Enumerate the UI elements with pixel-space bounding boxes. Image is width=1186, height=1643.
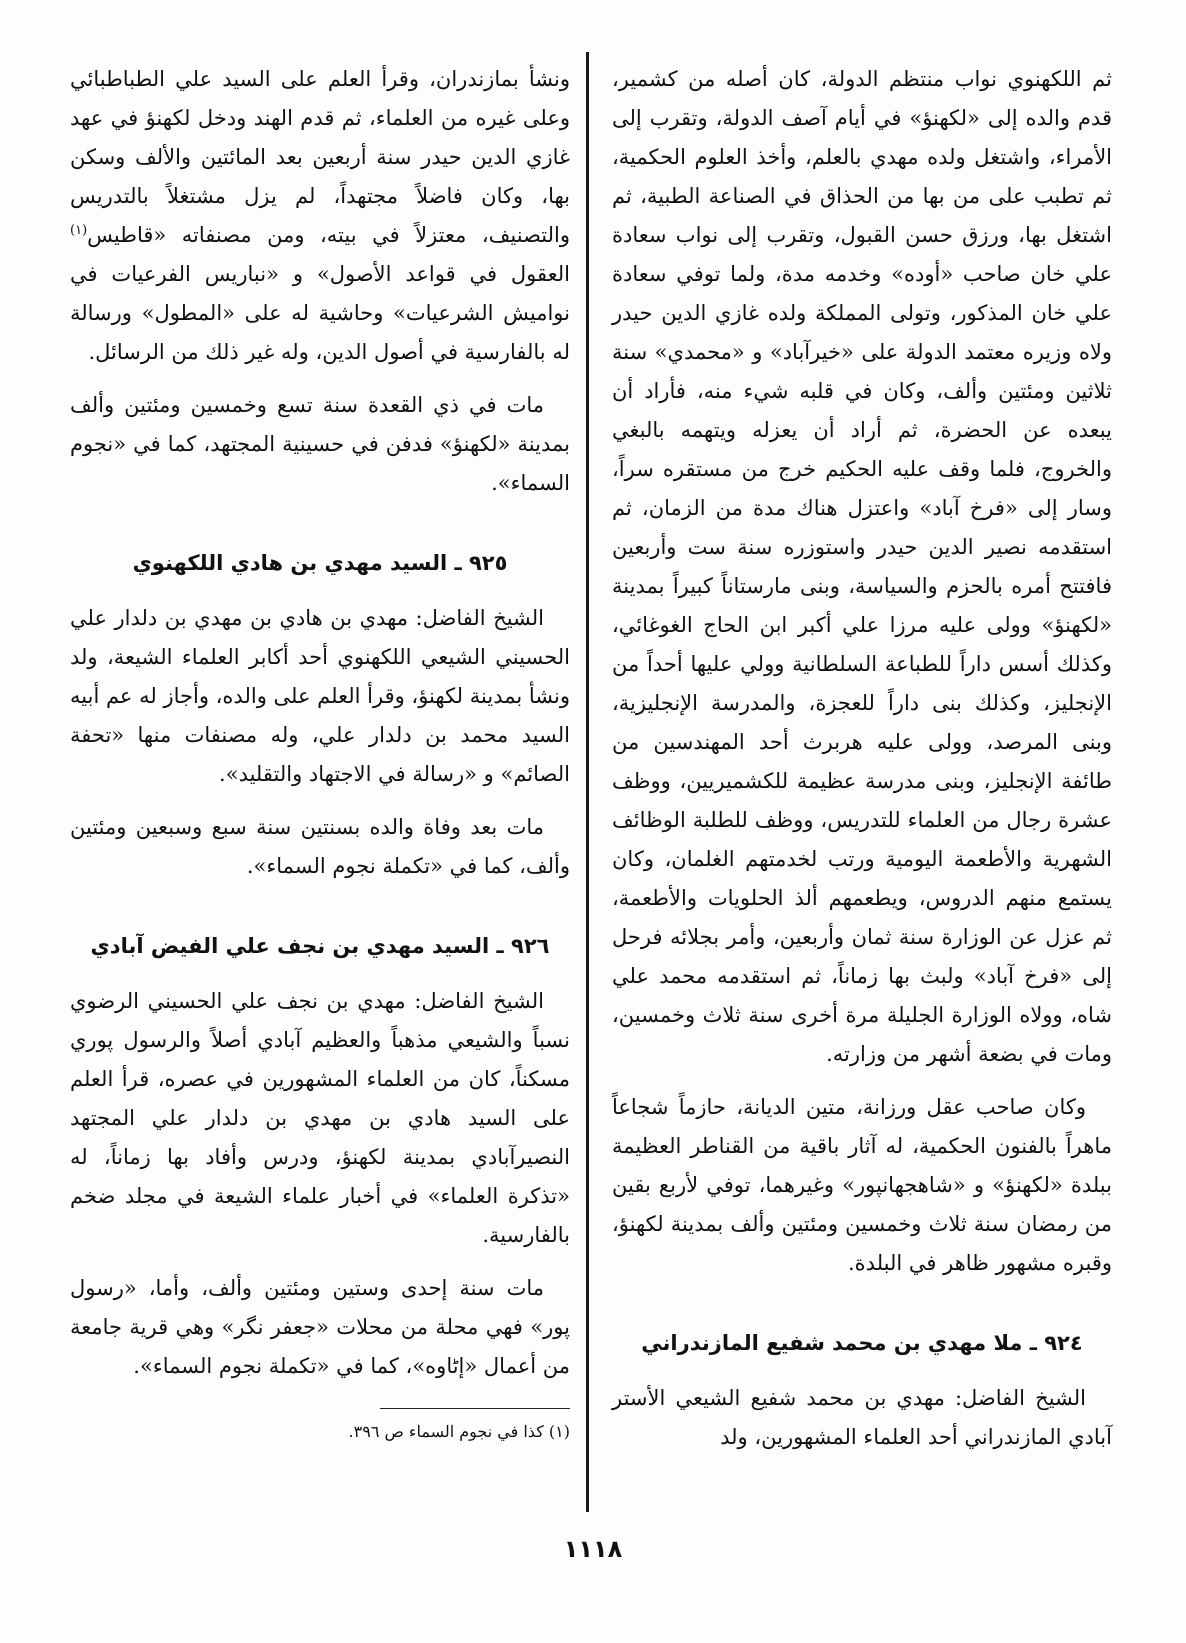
paragraph: الشيخ الفاضل: مهدي بن نجف علي الحسيني الرضوي نسباً والشيعي مذهباً والعظيم آبادي أصلاً والرسول پوري مسكناً، كان من العلماء المشهورين في عصره، قرأ العلم على السيد هادي بن مهدي بن دلدار علي المجتهد النصيرآبادي بمدينة لكهنؤ، ودرس وأفاد بها زماناً، له «تذكرة العلماء» في أخبار علماء الشيعة في مجلد ضخم بالفارسية. bbox=[70, 989, 570, 1247]
footnote-ref: (١) bbox=[70, 223, 88, 238]
entry-heading-926: ٩٢٦ ـ السيد مهدي بن نجف علي الفيض آبادي bbox=[90, 934, 550, 958]
left-column bbox=[70, 60, 570, 1445]
paragraph bbox=[70, 60, 570, 372]
footnote: (١) كذا في نجوم السماء ص ٣٩٦. bbox=[348, 1422, 570, 1441]
entry-heading-924: ٩٢٤ ـ ملا مهدي بن محمد شفيع المازندراني bbox=[641, 1331, 1083, 1355]
page-number: ١١١٨ bbox=[563, 1535, 623, 1563]
footnote-divider bbox=[380, 1408, 570, 1409]
paragraph: الشيخ الفاضل: مهدي بن هادي بن مهدي بن دلدار علي الحسيني الشيعي اللكهنوي أحد أكابر العلماء الشيعة، ولد ونشأ بمدينة لكهنؤ، وقرأ العلم على والده، وأجاز له عم أبيه السيد محمد بن دلدار علي، وله مصنفات منها «تحفة الصائم» و «رسالة في الاجتهاد والتقليد». bbox=[70, 606, 570, 786]
paragraph: الشيخ الفاضل: مهدي بن محمد شفيع الشيعي الأستر آبادي المازندراني أحد العلماء المشهورين، ولد bbox=[612, 1386, 1112, 1449]
column-divider bbox=[586, 52, 589, 1512]
paragraph: مات بعد وفاة والده بسنتين سنة سبع وسبعين ومئتين وألف، كما في «تكملة نجوم السماء». bbox=[70, 815, 570, 878]
right-column bbox=[612, 60, 1112, 1457]
paragraph: مات في ذي القعدة سنة تسع وخمسين ومئتين وألف بمدينة «لكهنؤ» فدفن في حسينية المجتهد، كما في «نجوم السماء». bbox=[70, 393, 570, 495]
paragraph-text: العقول في قواعد الأصول» و «نباريس الفرعيات في نواميش الشرعيات» وحاشية له على «المطول» ورسالة له بالفارسية في أصول الدين، وله غير ذلك من الرسائل. bbox=[70, 262, 570, 364]
paragraph: وكان صاحب عقل ورزانة، متين الديانة، حازماً شجاعاً ماهراً بالفنون الحكمية، له آثار باقية من القناطر العظيمة ببلدة «لكهنؤ» و «شاهجهانپور» وغيرهما، توفي لأربع بقين من رمضان سنة ثلاث وخمسين ومئتين وألف بمدينة لكهنؤ، وقبره مشهور ظاهر في البلدة. bbox=[612, 1095, 1112, 1275]
entry-heading-925: ٩٢٥ ـ السيد مهدي بن هادي اللكهنوي bbox=[132, 551, 508, 575]
paragraph-text: ونشأ بمازندران، وقرأ العلم على السيد علي الطباطبائي وعلى غيره من العلماء، ثم قدم الهند ودخل لكهنؤ في عهد غازي الدين حيدر سنة أربعين بعد المائتين والألف وسكن بها، وكان فاضلاً مجتهداً، لم يزل مشتغلاً بالتدريس والتصنيف، معتزلاً في بيته، ومن مصنفاته «قاطيس bbox=[70, 67, 570, 247]
paragraph: ثم اللكهنوي نواب منتظم الدولة، كان أصله من كشمير، قدم والده إلى «لكهنؤ» في أيام آصف الدولة، وتقرب إلى الأمراء، واشتغل ولده مهدي بالعلم، وأخذ العلوم الحكمية، ثم تطبب على من بها من الحذاق في الصناعة الطبية، ثم اشتغل بها، ورزق حسن القبول، وتقرب إلى نواب سعادة علي خان صاحب «أوده» وخدمه مدة، ولما توفي سعادة علي خان المذكور، وتولى المملكة ولده غازي الدين حيدر ولاه وزيره معتمد الدولة على «خيرآباد» و «محمدي» سنة ثلاثين ومئتين وألف، وكان في قلبه شيء منه، فأراد أن يبعده عن الحضرة، ثم أراد أن يعزله ويتهمه بالبغي والخروج، فلما وقف عليه الحكيم خرج من مستقره سراً، وسار إلى «فرخ آباد» واعتزل هناك مدة من الزمان، ثم استقدمه نصير الدين حيدر واستوزره سنة ست وأربعين فافتتح أمره بالحزم والسياسة، وبنى مارستاناً كبيراً بمدينة «لكهنؤ» وولى عليه مرزا علي أكبر ابن الحاج الغوغائي، وكذلك أسس داراً للطباعة السلطانية وولي عليها أحداً من الإنجليز، وكذلك بنى داراً للعجزة، والمدرسة الإنجليزية، وبنى المرصد، وولى عليه هربرث أحد المهندسين من طائفة الإنجليز، وبنى مدرسة عظيمة للكشميريين، ووظف عشرة رجال من العلماء للتدريس، ووظف للطلبة الوظائف الشهرية والأطعمة اليومية ورتب لخدمتهم الغلمان، وكان يستمع منهم الدروس، ويطعمهم ألذ الحلويات والأطعمة، ثم عزل عن الوزارة سنة ثمان وأربعين، وأمر بجلائه فرحل إلى «فرخ آباد» ولبث بها زماناً، ثم استقدمه محمد علي شاه، وولاه الوزارة الجليلة مرة أخرى سنة ثلاث وخمسين، ومات في بضعة أشهر من وزارته. bbox=[612, 67, 1112, 1066]
paragraph: مات سنة إحدى وستين ومئتين وألف، وأما، «رسول پور» فهي محلة من محلات «جعفر نگر» وهي قرية جامعة من أعمال «إٹاوه»، كما في «تكملة نجوم السماء». bbox=[70, 1276, 570, 1378]
